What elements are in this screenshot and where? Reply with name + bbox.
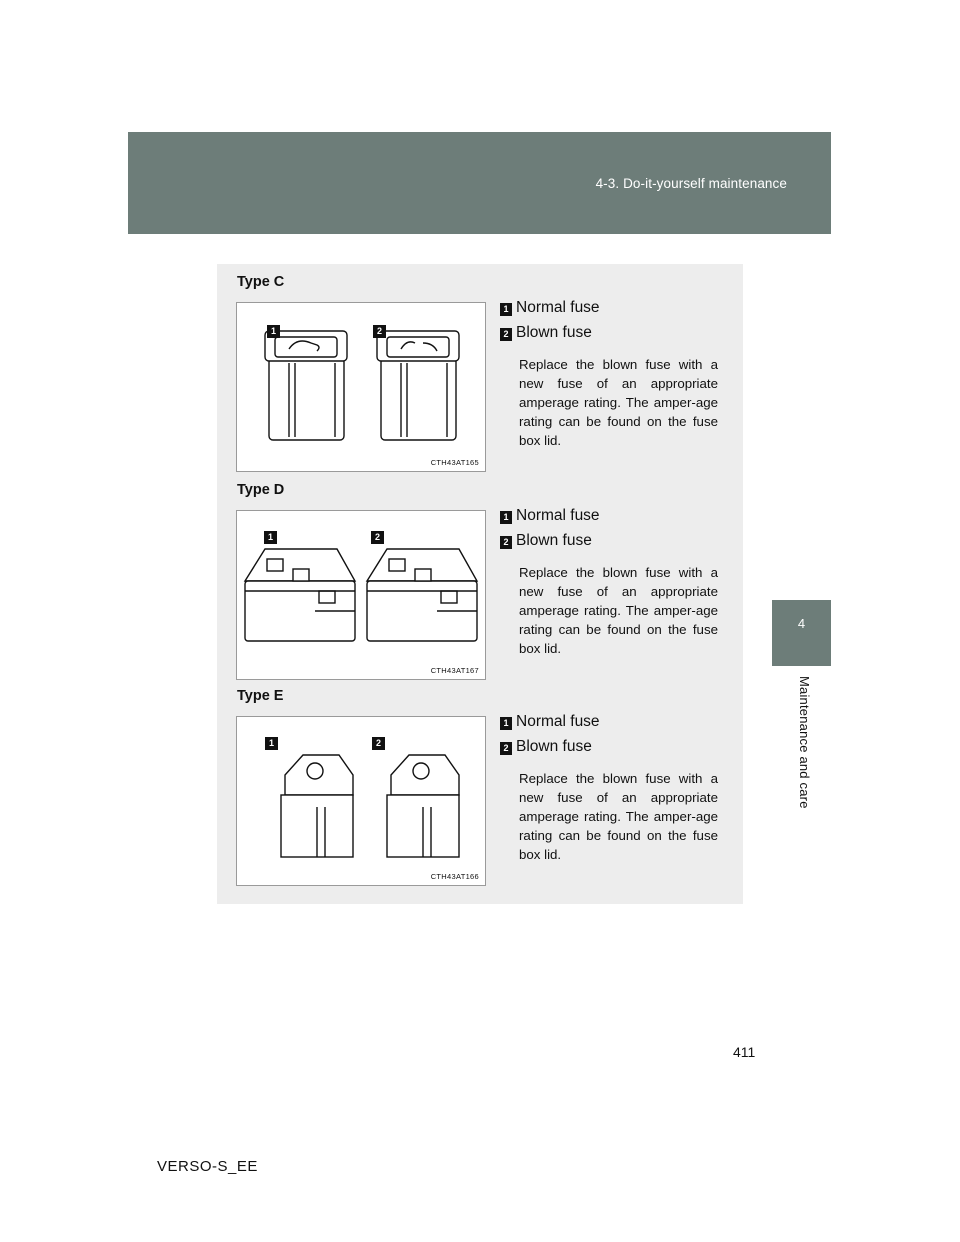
legend-label: Blown fuse	[516, 738, 592, 755]
legend-item-normal	[500, 712, 718, 737]
legend	[500, 298, 718, 448]
section-heading: Type D	[237, 482, 285, 498]
callout-2: 2	[371, 531, 384, 544]
legend-num: 1	[500, 303, 512, 316]
legend-num: 1	[500, 717, 512, 730]
legend-label: Normal fuse	[516, 299, 600, 316]
section-heading: Type E	[237, 688, 284, 704]
legend-item-normal	[500, 506, 718, 531]
legend-num: 1	[500, 511, 512, 524]
callout-1: 1	[267, 325, 280, 338]
fuse-figure-type-d	[236, 510, 486, 680]
figure-code: CTH43AT165	[430, 458, 479, 467]
section-title: 4-3. Do-it-yourself maintenance	[595, 176, 787, 191]
description: Replace the blown fuse with a new fuse of an appropriate amperage rating. The amper-age rating can be found on the fuse box lid.	[519, 771, 718, 862]
description: Replace the blown fuse with a new fuse of an appropriate amperage rating. The amper-age rating can be found on the fuse box lid.	[519, 357, 718, 448]
legend-label: Blown fuse	[516, 532, 592, 549]
legend	[500, 712, 718, 862]
document-code: VERSO-S_EE	[157, 1158, 258, 1175]
legend-item-blown	[500, 323, 718, 348]
chapter-tab	[772, 600, 831, 666]
legend-num: 2	[500, 536, 512, 549]
callout-1: 1	[265, 737, 278, 750]
legend-item-blown	[500, 737, 718, 762]
callout-2: 2	[373, 325, 386, 338]
fuse-figure-type-e	[236, 716, 486, 886]
chapter-number: 4	[797, 616, 806, 631]
figure-code: CTH43AT167	[430, 666, 479, 675]
description: Replace the blown fuse with a new fuse of an appropriate amperage rating. The amper-age rating can be found on the fuse box lid.	[519, 565, 718, 656]
legend-num: 2	[500, 742, 512, 755]
callout-1: 1	[264, 531, 277, 544]
legend	[500, 506, 718, 656]
legend-item-normal	[500, 298, 718, 323]
legend-label: Normal fuse	[516, 713, 600, 730]
legend-num: 2	[500, 328, 512, 341]
page-number: 411	[733, 1044, 756, 1060]
header-band	[128, 132, 831, 234]
legend-label: Blown fuse	[516, 324, 592, 341]
figure-code: CTH43AT166	[430, 872, 479, 881]
fuse-figure-type-c	[236, 302, 486, 472]
legend-label: Normal fuse	[516, 507, 600, 524]
fuse-types-panel	[217, 264, 743, 904]
callout-2: 2	[372, 737, 385, 750]
chapter-title: Maintenance and care	[797, 676, 812, 809]
legend-item-blown	[500, 531, 718, 556]
section-heading: Type C	[237, 274, 285, 290]
